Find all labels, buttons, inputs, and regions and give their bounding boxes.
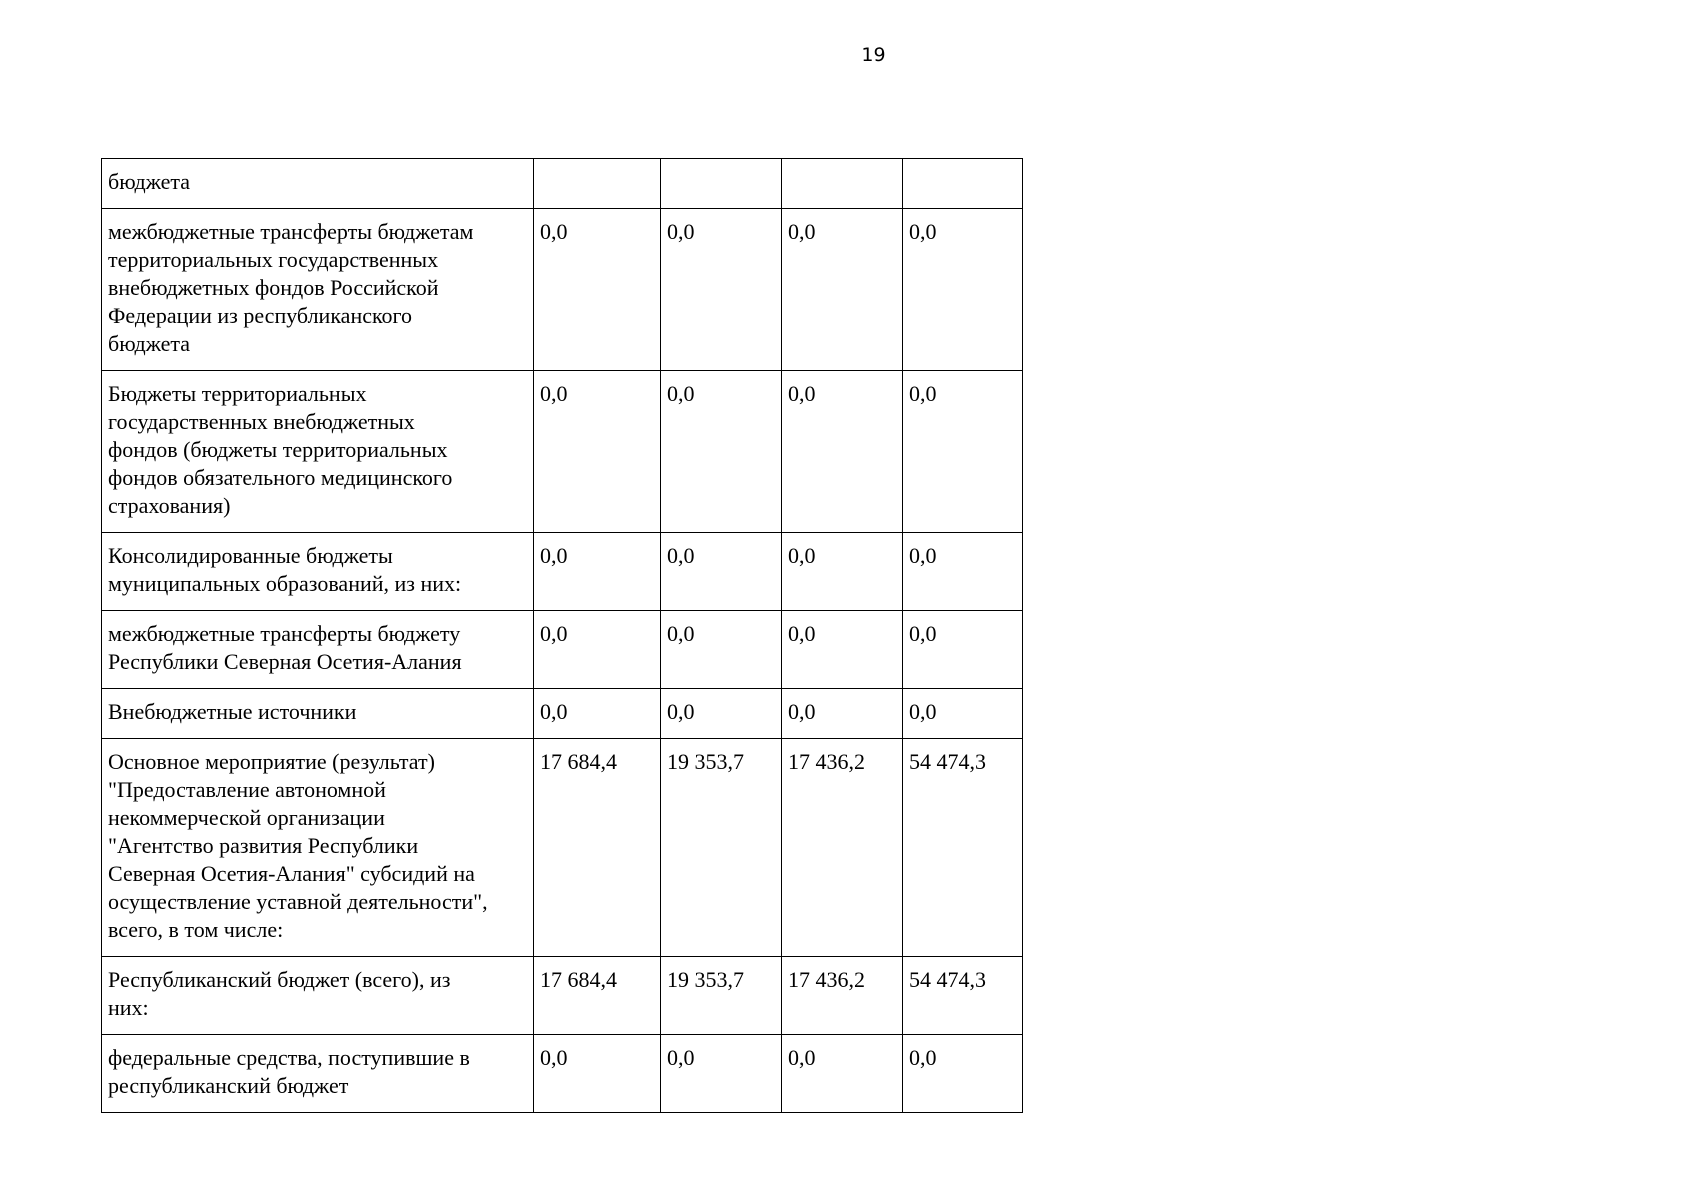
table-row [102,209,1023,371]
row-label: межбюджетные трансферты бюджетам территориальных государственных внебюджетных фондов Российской Федерации из республиканского бюджета [102,209,534,371]
table-row [102,371,1023,533]
value-cell [782,159,903,209]
value-cell: 0,0 [782,209,903,371]
value-cell: 0,0 [534,209,661,371]
value-cell: 0,0 [534,533,661,611]
row-label: Бюджеты территориальных государственных внебюджетных фондов (бюджеты территориальных фондов обязательного медицинского страхования) [102,371,534,533]
table-row [102,611,1023,689]
value-cell: 0,0 [782,533,903,611]
value-cell: 19 353,7 [661,739,782,957]
row-label: межбюджетные трансферты бюджету Республики Северная Осетия-Алания [102,611,534,689]
row-label: бюджета [102,159,534,209]
value-cell: 0,0 [782,689,903,739]
value-cell: 19 353,7 [661,957,782,1035]
table-row [102,533,1023,611]
value-cell [534,159,661,209]
value-cell: 0,0 [782,1035,903,1113]
value-cell: 17 684,4 [534,739,661,957]
value-cell [903,159,1023,209]
value-cell: 0,0 [782,611,903,689]
value-cell: 0,0 [661,1035,782,1113]
value-cell: 0,0 [661,689,782,739]
value-cell: 54 474,3 [903,739,1023,957]
value-cell: 0,0 [534,689,661,739]
page-number: 19 [861,44,886,66]
row-label: Основное мероприятие (результат) "Предоставление автономной некоммерческой организации "Агентство развития Республики Северная Осетия-Алания" субсидий на осуществление уставной деятельности", всего, в том числе: [102,739,534,957]
row-label: Консолидированные бюджеты муниципальных образований, из них: [102,533,534,611]
value-cell: 0,0 [661,533,782,611]
value-cell: 0,0 [903,209,1023,371]
table-row [102,689,1023,739]
value-cell: 0,0 [782,371,903,533]
value-cell: 0,0 [903,533,1023,611]
value-cell: 17 684,4 [534,957,661,1035]
value-cell: 17 436,2 [782,739,903,957]
table-row [102,1035,1023,1113]
value-cell: 0,0 [534,1035,661,1113]
value-cell: 0,0 [903,611,1023,689]
value-cell: 0,0 [661,371,782,533]
row-label: Внебюджетные источники [102,689,534,739]
value-cell: 0,0 [661,611,782,689]
value-cell: 0,0 [534,611,661,689]
value-cell: 0,0 [661,209,782,371]
value-cell [661,159,782,209]
value-cell: 17 436,2 [782,957,903,1035]
table-row [102,739,1023,957]
value-cell: 0,0 [903,1035,1023,1113]
row-label: Республиканский бюджет (всего), из них: [102,957,534,1035]
value-cell: 0,0 [903,689,1023,739]
table-row [102,957,1023,1035]
table-row [102,159,1023,209]
budget-table [101,158,1023,1113]
value-cell: 54 474,3 [903,957,1023,1035]
row-label: федеральные средства, поступившие в республиканский бюджет [102,1035,534,1113]
value-cell: 0,0 [903,371,1023,533]
value-cell: 0,0 [534,371,661,533]
